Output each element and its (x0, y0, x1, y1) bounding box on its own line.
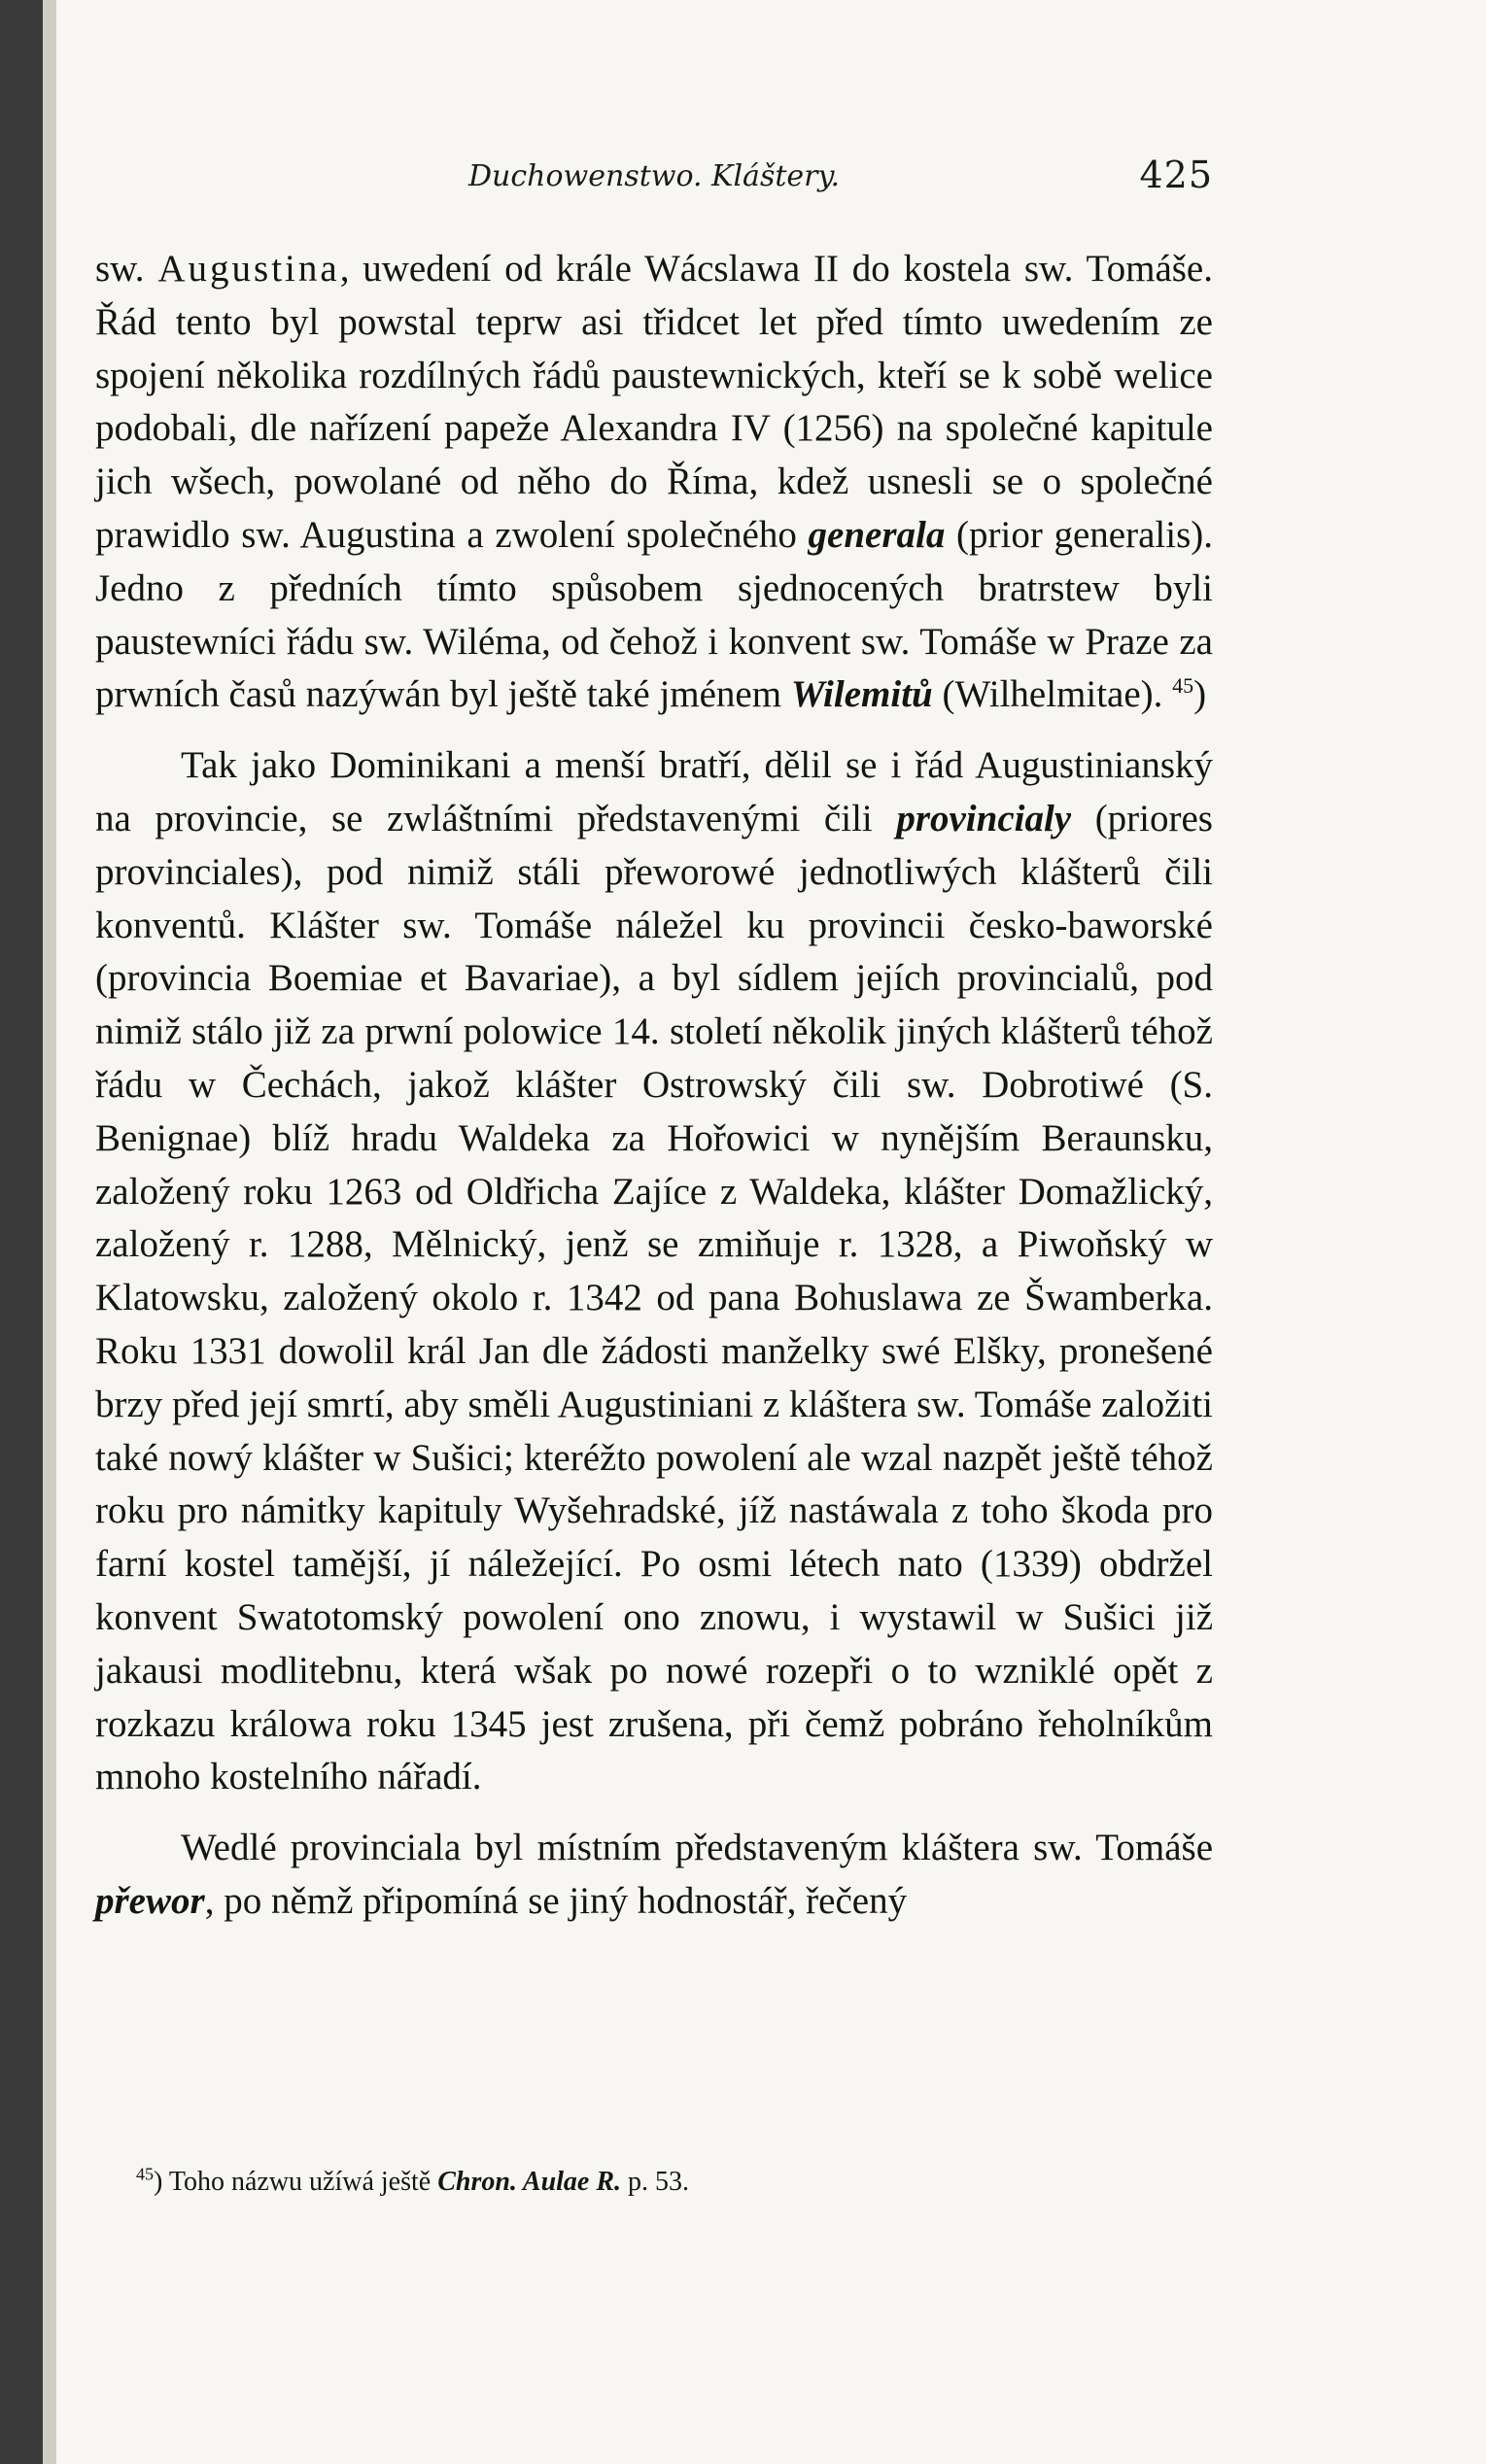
augustina-spaced: Augustina (157, 248, 340, 290)
footnote-reference-paren: ) (1193, 673, 1207, 716)
p1-text-c: (prior generalis). Jedno z předních tímto spůsobem sjednocených bratrstew byli paustewníci řádu sw. Wiléma, od čehož i konvent sw. Tomáše w Praze za prwních časů nazýwán byl ještě také jménem (95, 513, 1213, 716)
p1-text-b: , uwedení od krále Wácslawa II do kostela sw. Tomáše. Řád tento byl powstal teprw asi třidcet let před tímto uwedením ze spojení několika rozdílných řádů paustewnických, kteří se k sobě welice podobali, dle nařízení papeže Alexandra IV (1256) na společné kapitule jich wšech, powolané od něho do Říma, kdež usnesli se o společné prawidlo sw. Augustina a zwolení společného (95, 248, 1213, 556)
binding-gutter (43, 0, 56, 2464)
footnote-mark: 45 (136, 2164, 154, 2184)
running-title: Duchowenstwo. Kláštery. (468, 159, 840, 193)
footnote-reference[interactable]: 45 (1172, 673, 1194, 699)
p3-text-b: , po němž připomíná se jiný hodnostář, řečený (204, 1879, 908, 1922)
p1-text-a: sw. (95, 248, 158, 290)
prewor-italic: přewor (95, 1879, 205, 1922)
generala-italic: generala (808, 513, 946, 556)
footnote (136, 2164, 1205, 2198)
paragraph-2 (95, 739, 1213, 1804)
p1-text-d: (Wilhelmitae). (932, 673, 1173, 716)
running-header (95, 148, 1213, 206)
paragraph-3 (95, 1822, 1213, 1929)
p2-text-a: Tak jako Dominikani a menší bratří, dělil se i řád Augustinianský na provincie, se zwláštními představenými čili (95, 744, 1213, 839)
p2-text-b: (priores provinciales), pod nimiž stáli přeworowé jednotliwých klášterů čili konventů. Klášter sw. Tomáše náležel ku provincii česko-baworské (provincia Boemiae et Bavariae), a byl sídlem jejích provincialů, pod nimiž stálo již za prwní polowice 14. století několik jiných klášterů téhož řádu w Čechách, jakož klášter Ostrowský čili sw. Dobrotiwé (S. Benignae) blíž hradu Waldeka za Hořowici w nynějším Beraunsku, založený roku 1263 od Oldřicha Zajíce z Waldeka, klášter Domažlický, založený r. 1288, Mělnický, jenž se zmiňuje r. 1328, a Piwoňský w Klatowsku, založený okolo r. 1342 od pana Bohuslawa ze Šwamberka. Roku 1331 dowolil král Jan dle žádosti manželky swé Elšky, pronešené brzy před její smrtí, aby směli Augustiniani z kláštera sw. Tomáše založiti také nowý klášter w Sušici; kteréžto powolení ale wzal nazpět ještě téhož roku pro námitky kapituly Wyšehradské, jíž nastáwala z toho škoda pro farní kostel tamější, jí náležející. Po osmi létech nato (1339) obdržel konvent Swatotomský powolení ono znowu, i wystawil w Sušici již jakausi modlitebnu, která wšak po nowé rozepři o to wzniklé opět z rozkazu králowa roku 1345 jest zrušena, při čemž pobráno řeholníkům mnoho kostelního nářadí. (95, 797, 1213, 1798)
paragraph-1 (95, 243, 1213, 722)
body-text (95, 243, 1213, 1929)
p3-text-a: Wedlé provinciala byl místním představeným kláštera sw. Tomáše (181, 1827, 1213, 1869)
book-binding (0, 0, 56, 2464)
footnote-text-b: p. 53. (621, 2167, 690, 2197)
page-number: 425 (1139, 154, 1213, 196)
provincialy-italic: provincialy (896, 797, 1072, 839)
wilemitu-italic: Wilemitů (790, 673, 933, 716)
footnote-text-a: ) Toho názwu užíwá ještě (154, 2167, 438, 2197)
footnote-source-italic: Chron. Aulae R. (437, 2167, 622, 2197)
